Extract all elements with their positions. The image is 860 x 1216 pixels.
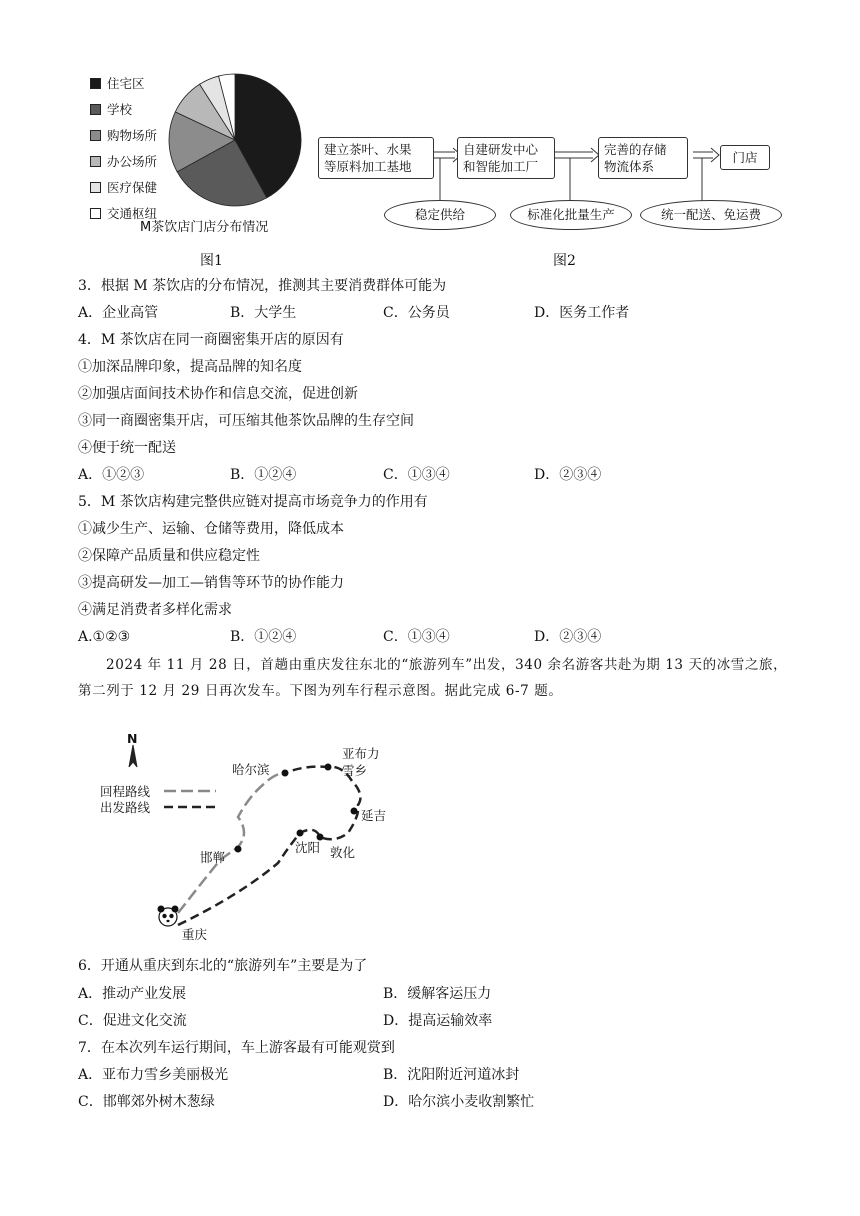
city-dot-handan — [235, 846, 242, 853]
legend-label: 学校 — [107, 102, 133, 117]
flow-box-logistics: 完善的存储 物流体系 — [598, 137, 688, 179]
city-label-harbin: 哈尔滨 — [232, 762, 270, 777]
question-5-option-c[interactable]: C．①③④ — [383, 629, 450, 645]
city-label-chongqing: 重庆 — [182, 927, 208, 942]
legend-label: 交通枢纽 — [107, 206, 158, 221]
legend-label: 办公场所 — [107, 154, 158, 169]
question-3-option-a[interactable]: A．企业高管 — [78, 305, 159, 321]
question-5-stem: 5．M 茶饮店构建完整供应链对提高市场竞争力的作用有 — [78, 494, 428, 510]
question-4-option-a[interactable]: A．①②③ — [78, 467, 145, 483]
city-label-xuexiang: 雪乡 — [342, 763, 368, 778]
pie-chart — [160, 70, 310, 210]
legend-return-label: 回程路线 — [100, 784, 151, 799]
question-6-option-a[interactable]: A．推动产业发展 — [78, 986, 187, 1002]
question-5-option-d[interactable]: D．②③④ — [534, 629, 602, 645]
question-4-option-d[interactable]: D．②③④ — [534, 467, 602, 483]
city-label-shenyang: 沈阳 — [295, 840, 321, 855]
flow-arrow — [693, 148, 719, 162]
chart-title: M茶饮店门店分布情况 — [140, 220, 269, 235]
legend-label: 购物场所 — [107, 128, 158, 143]
question-7-option-d[interactable]: D．哈尔滨小麦收割繁忙 — [383, 1094, 535, 1110]
legend-label: 医疗保健 — [107, 180, 158, 195]
legend-swatch — [90, 104, 101, 115]
legend-item-shopping — [90, 126, 157, 144]
question-6-stem: 6．开通从重庆到东北的“旅游列车”主要是为了 — [78, 958, 368, 974]
legend-swatch — [90, 182, 101, 193]
question-7-stem: 7．在本次列车运行期间，车上游客最有可能观赏到 — [78, 1040, 395, 1056]
legend-swatch — [90, 130, 101, 141]
question-3-option-b[interactable]: B．大学生 — [230, 305, 297, 321]
flow-box-rd-center: 自建研发中心 和智能加工厂 — [457, 137, 555, 179]
legend-item-residential — [90, 74, 145, 92]
question-4-item-2: ②加强店面间技术协作和信息交流，促进创新 — [78, 386, 358, 402]
question-4-item-4: ④便于统一配送 — [78, 440, 176, 456]
question-4-option-c[interactable]: C．①③④ — [383, 467, 450, 483]
panda-icon — [158, 906, 179, 927]
city-label-handan: 邯郸 — [200, 850, 226, 865]
city-label-dunhua: 敦化 — [330, 845, 356, 860]
question-7-option-c[interactable]: C．邯郸郊外树木葱绿 — [78, 1094, 215, 1110]
question-3-option-d[interactable]: D．医务工作者 — [534, 305, 630, 321]
legend-item-medical — [90, 178, 157, 196]
flow-oval-standardized-production: 标准化批量生产 — [510, 200, 632, 230]
flow-box-raw-material-base: 建立茶叶、水果 等原料加工基地 — [318, 137, 434, 179]
north-arrow-icon — [129, 745, 137, 767]
question-3-stem: 3．根据 M 茶饮店的分布情况，推测其主要消费群体可能为 — [78, 278, 447, 294]
flow-box-store: 门店 — [720, 145, 770, 170]
legend-label: 住宅区 — [107, 76, 145, 91]
legend-item-school — [90, 100, 132, 118]
question-5-option-b[interactable]: B．①②④ — [230, 629, 297, 645]
question-4-item-1: ①加深品牌印象，提高品牌的知名度 — [78, 359, 302, 375]
city-dot-shenyang — [297, 830, 304, 837]
question-5-item-1: ①减少生产、运输、仓储等费用，降低成本 — [78, 521, 344, 537]
question-7-option-b[interactable]: B．沈阳附近河道冰封 — [383, 1067, 520, 1083]
passage-6-7: 2024 年 11 月 28 日，首趟由重庆发往东北的“旅游列车”出发，340 余名游客共赴为期 13 天的冰雪之旅，第二列于 12 月 29 日再次发车。下图为列车行程示意图。据此完成 6-7 题。 — [78, 657, 788, 699]
north-label: N — [127, 731, 138, 746]
question-5-item-4: ④满足消费者多样化需求 — [78, 602, 232, 618]
question-4-item-3: ③同一商圈密集开店，可压缩其他茶饮品牌的生存空间 — [78, 413, 414, 429]
legend-swatch — [90, 78, 101, 89]
question-7-option-a[interactable]: A．亚布力雪乡美丽极光 — [78, 1067, 229, 1083]
legend-swatch — [90, 208, 101, 219]
flow-oval-unified-delivery: 统一配送、免运费 — [640, 200, 782, 230]
legend-swatch — [90, 156, 101, 167]
city-dot-yanji — [351, 808, 358, 815]
question-4-option-b[interactable]: B．①②④ — [230, 467, 297, 483]
question-6-option-d[interactable]: D．提高运输效率 — [383, 1013, 493, 1029]
city-label-yabuli: 亚布力 — [342, 746, 380, 761]
legend-depart-label: 出发路线 — [100, 800, 151, 815]
flow-arrow — [553, 148, 599, 162]
figure-2-caption: 图2 — [553, 253, 576, 269]
question-6-option-c[interactable]: C．促进文化交流 — [78, 1013, 187, 1029]
question-6-option-b[interactable]: B．缓解客运压力 — [383, 986, 492, 1002]
question-5-item-3: ③提高研发—加工—销售等环节的协作能力 — [78, 575, 344, 591]
city-label-yanji: 延吉 — [361, 808, 387, 823]
return-route — [178, 773, 285, 913]
question-5-option-a[interactable]: A.①②③ — [78, 629, 131, 645]
city-dot-yabuli — [325, 764, 332, 771]
question-5-item-2: ②保障产品质量和供应稳定性 — [78, 548, 260, 564]
figure-1-caption: 图1 — [200, 253, 223, 269]
city-dot-harbin — [282, 770, 289, 777]
legend-item-office — [90, 152, 157, 170]
question-4-stem: 4．M 茶饮店在同一商圈密集开店的原因有 — [78, 332, 344, 348]
question-3-option-c[interactable]: C．公务员 — [383, 305, 450, 321]
flow-oval-stable-supply: 稳定供给 — [384, 200, 496, 230]
